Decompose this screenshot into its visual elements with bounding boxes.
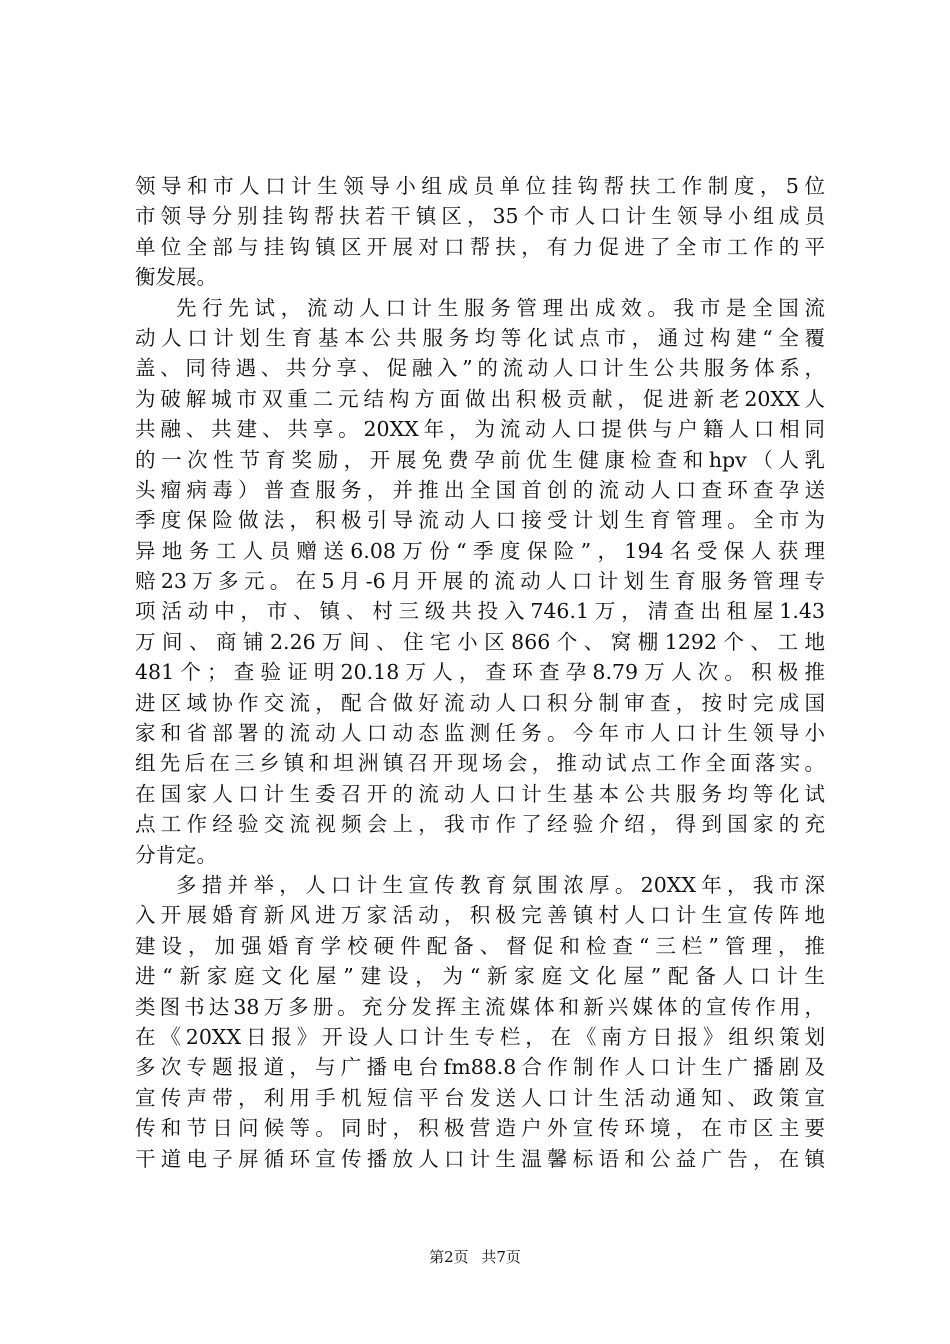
text-line: 进“新家庭文化屋”建设，为“新家庭文化屋”配备人口计生 (135, 964, 825, 989)
text-line: 动人口计划生育基本公共服务均等化试点市，通过构建“全覆 (135, 325, 825, 350)
text-line: 为破解城市双重二元结构方面做出积极贡献，促进新老20XX人 (135, 386, 825, 411)
body-text (135, 171, 825, 1174)
text-line: 类图书达38万多册。充分发挥主流媒体和新兴媒体的宣传作用， (135, 994, 825, 1019)
text-line: 市领导分别挂钩帮扶若干镇区，35个市人口计生领导小组成员 (135, 204, 825, 229)
text-line: 季度保险做法，积极引导流动人口接受计划生育管理。全市为 (135, 508, 825, 533)
text-line: 宣传声带，利用手机短信平台发送人口计生活动通知、政策宣 (135, 1085, 825, 1110)
text-line: 赔23万多元。在5月-6月开展的流动人口计划生育服务管理专 (135, 569, 825, 594)
text-line: 入开展婚育新风进万家活动，积极完善镇村人口计生宣传阵地 (135, 903, 825, 928)
text-line: 头瘤病毒）普查服务，并推出全国首创的流动人口查环查孕送 (135, 477, 825, 502)
text-line: 的一次性节育奖励，开展免费孕前优生健康检查和hpv（人乳 (135, 447, 825, 472)
text-line: 传和节日问候等。同时，积极营造户外宣传环境，在市区主要 (135, 1116, 825, 1141)
text-line: 481个；查验证明20.18万人，查环查孕8.79万人次。积极推 (135, 660, 825, 685)
text-line: 共融、共建、共享。20XX年，为流动人口提供与户籍人口相同 (135, 417, 825, 442)
text-line: 家和省部署的流动人口动态监测任务。今年市人口计生领导小 (135, 721, 825, 746)
page-footer (0, 1247, 950, 1267)
text-line: 异地务工人员赠送6.08万份“季度保险”，194名受保人获理 (135, 538, 825, 563)
text-line: 单位全部与挂钩镇区开展对口帮扶，有力促进了全市工作的平 (135, 234, 825, 259)
text-line: 盖、同待遇、共分享、促融入”的流动人口计生公共服务体系， (135, 356, 825, 381)
text-line: 在《20XX日报》开设人口计生专栏，在《南方日报》组织策划 (135, 1024, 825, 1049)
text-line: 先行先试，流动人口计生服务管理出成效。我市是全国流 (176, 295, 825, 320)
text-line: 多措并举，人口计生宣传教育氛围浓厚。20XX年，我市深 (176, 872, 825, 897)
text-line: 衡发展。 (135, 265, 217, 290)
text-line: 分肯定。 (135, 842, 217, 867)
text-line: 进区域协作交流，配合做好流动人口积分制审查，按时完成国 (135, 690, 825, 715)
text-line: 多次专题报道，与广播电台fm88.8合作制作人口计生广播剧及 (135, 1055, 825, 1080)
text-line: 干道电子屏循环宣传播放人口计生温馨标语和公益广告，在镇 (135, 1146, 825, 1171)
page-total: 共7页 (481, 1248, 521, 1266)
text-line: 项活动中，市、镇、村三级共投入746.1万，清查出租屋1.43 (135, 599, 825, 624)
page-number: 第2页 (429, 1248, 469, 1266)
text-line: 在国家人口计生委召开的流动人口计生基本公共服务均等化试 (135, 781, 825, 806)
text-line: 建设，加强婚育学校硬件配备、督促和检查“三栏”管理，推 (135, 933, 825, 958)
text-line: 领导和市人口计生领导小组成员单位挂钩帮扶工作制度，5位 (135, 174, 825, 198)
text-line: 点工作经验交流视频会上，我市作了经验介绍，得到国家的充 (135, 812, 825, 837)
text-line: 组先后在三乡镇和坦洲镇召开现场会，推动试点工作全面落实。 (135, 751, 825, 776)
text-line: 万间、商铺2.26万间、住宅小区866个、窝棚1292个、工地 (135, 629, 825, 654)
